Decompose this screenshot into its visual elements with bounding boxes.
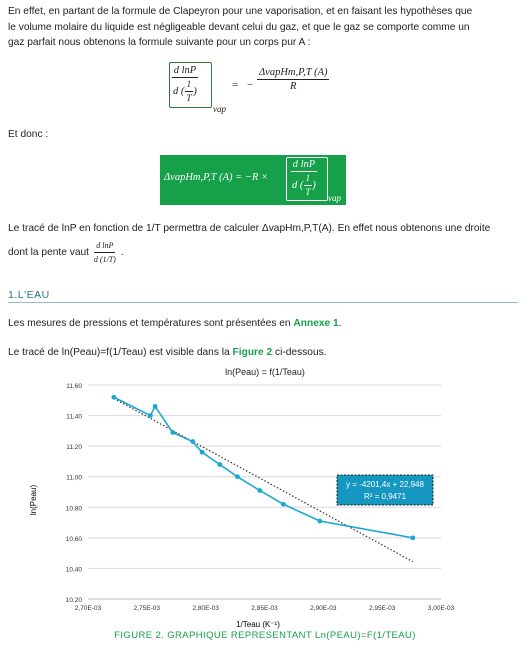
- dlnp-over-dinvT: d lnP d ( $\frac{1}{T}$ ): [173, 65, 197, 103]
- data-point: [217, 462, 222, 467]
- y-tick-labels: [66, 383, 83, 604]
- y-tick-label: 11,00: [66, 474, 82, 482]
- vap-subscript-2: vap: [328, 193, 341, 203]
- minus-sign: −: [247, 79, 254, 91]
- x-tick-label: 2,85E-03: [251, 605, 278, 612]
- y-tick-label: 11,20: [66, 444, 82, 452]
- data-point: [148, 413, 153, 418]
- x-axis-label: 1/Teau (K⁻¹): [236, 620, 280, 629]
- data-point: [200, 450, 205, 455]
- chart: [0, 372, 530, 632]
- intro-paragraph: [8, 4, 518, 51]
- y-tick-label: 10,40: [65, 566, 82, 574]
- trace-line-1: Le tracé de lnP en fonction de 1/T permettra de calculer ΔvapHm,P,T(A). En effet nous obtenons une droite: [8, 223, 491, 234]
- graph-paragraph: Le tracé de ln(Peau)=f(1/Teau) est visible dans la Figure 2 ci-dessous.: [8, 347, 327, 358]
- section-divider: [8, 302, 518, 303]
- rhs-fraction: ΔvapHm,P,T (A) R: [259, 67, 328, 92]
- x-tick-label: 3,00E-03: [427, 605, 455, 612]
- annexe-link[interactable]: Annexe 1: [293, 318, 339, 329]
- chart-title: ln(Peau) = f(1/Teau): [225, 367, 305, 377]
- data-point: [317, 519, 322, 524]
- y-tick-label: 11,60: [66, 383, 82, 390]
- trace-line-2: dont la pente vaut: [8, 246, 89, 258]
- enthalpy-lhs: ΔvapHm,P,T (A) = −R ×: [164, 172, 269, 183]
- section-heading: 1.L'EAU: [8, 289, 50, 301]
- series-line: [114, 397, 413, 538]
- trace-paragraph: Le tracé de lnP en fonction de 1/T permettra de calculer ΔvapHm,P,T(A). En effet nous obtenons une droite dont la pente vaut $\frac{\text{d lnP}}{d (1/T)}$ .: [8, 221, 518, 266]
- figure-link[interactable]: Figure 2: [232, 347, 273, 358]
- y-tick-label: 10,60: [65, 535, 82, 543]
- x-tick-label: 2,75E-03: [133, 605, 161, 612]
- intro-line-1: En effet, en partant de la formule de Clapeyron pour une vaporisation, et en faisant les hypothèses que: [8, 6, 473, 17]
- data-point: [153, 404, 158, 409]
- trendline-r2: R² = 0,9471: [363, 492, 407, 501]
- data-point: [257, 488, 262, 493]
- x-tick-label: 2,80E-03: [192, 605, 219, 612]
- x-tick-label: 2,95E-03: [368, 605, 396, 612]
- enthalpy-equation: ΔvapHm,P,T (A) = −R × d lnP d ( $\frac{1}{T}$ ) vap: [160, 155, 346, 205]
- mesures-paragraph: Les mesures de pressions et températures sont présentées en Annexe 1.: [8, 318, 342, 329]
- y-tick-label: 11,40: [66, 413, 82, 421]
- data-point: [111, 395, 116, 400]
- slope-fraction: $\frac{\text{d lnP}}{d (1/T)}$: [93, 240, 116, 264]
- clapeyron-equation: [169, 62, 333, 120]
- data-point: [190, 439, 195, 444]
- intro-line-2: le volume molaire du liquide est négligeable devant celui du gaz, et que le gaz se comporte comme un: [8, 21, 470, 33]
- y-tick-label: 10,80: [65, 505, 82, 513]
- x-tick-label: 2,90E-03: [310, 605, 337, 612]
- figure-caption: FIGURE 2. GRAPHIQUE REPRESENTANT Ln(PEAU)=F(1/TEAU): [114, 630, 416, 641]
- dlnp-numerator: d lnP: [173, 65, 197, 76]
- data-point: [235, 474, 240, 479]
- vap-subscript: vap: [213, 104, 226, 114]
- equals-sign: =: [232, 79, 239, 91]
- trendline-equation-box: [337, 475, 433, 505]
- x-tick-labels: [75, 605, 455, 612]
- y-axis-label: ln(Peau): [29, 484, 38, 516]
- intro-line-3: gaz parfait nous obtenons la formule suivante pour un corps pur A :: [8, 37, 311, 48]
- series-points: [111, 395, 415, 540]
- data-point: [281, 502, 286, 507]
- data-point: [410, 535, 415, 540]
- data-point: [170, 430, 175, 435]
- x-tick-label: 2,70E-03: [74, 605, 102, 612]
- trendline-equation: y = -4201,4x + 22,948: [346, 480, 424, 489]
- y-tick-label: 10,20: [65, 597, 82, 604]
- et-donc-text: Et donc :: [8, 129, 49, 140]
